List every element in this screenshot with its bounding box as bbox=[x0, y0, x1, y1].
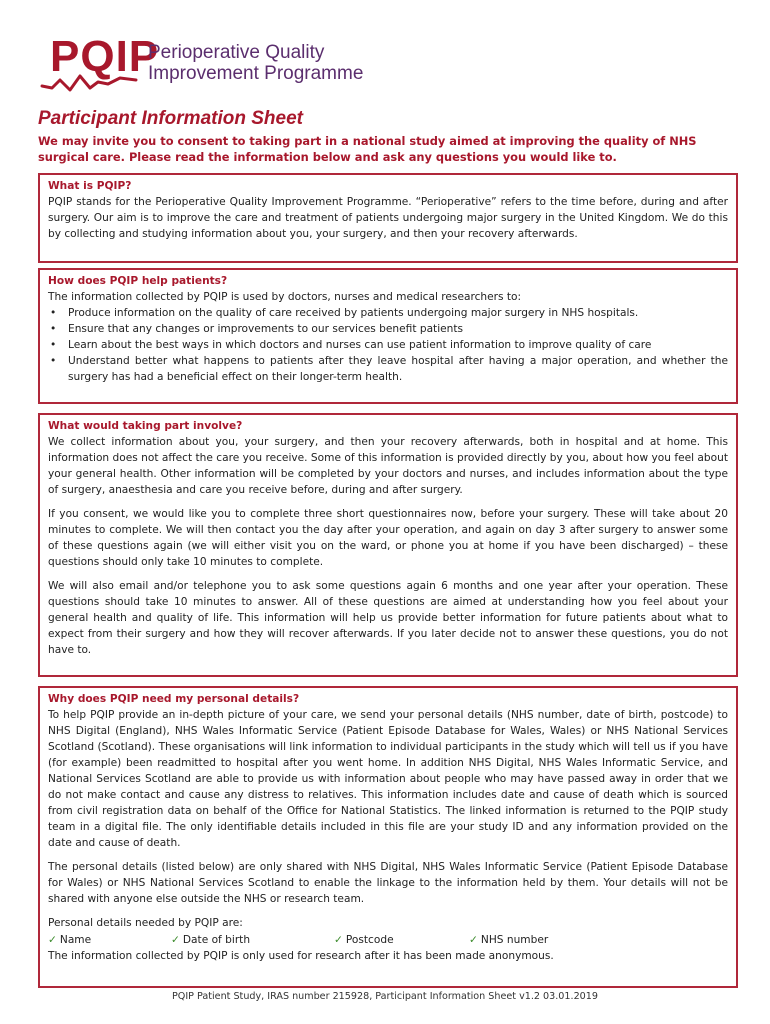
check-icon: ✓ bbox=[334, 934, 343, 946]
detail-item: ✓ Date of birth bbox=[171, 934, 251, 946]
intro-text: We may invite you to consent to taking part in a national study aimed at improving the quality of NHS surgical care. Please read the information below and ask any questions you would like to. bbox=[38, 134, 697, 164]
section-heading: How does PQIP help patients? bbox=[48, 275, 228, 287]
list-item: • Ensure that any changes or improvements to our services benefit patients bbox=[48, 321, 728, 337]
section-taking-part bbox=[38, 413, 738, 677]
closing-text: The information collected by PQIP is only used for research after it has been made anonymous. bbox=[48, 950, 554, 962]
check-icon: ✓ bbox=[469, 934, 478, 946]
section-what-is-pqip bbox=[38, 173, 738, 263]
list-item: • Produce information on the quality of care received by patients undergoing major surgery in NHS hospitals. bbox=[48, 305, 728, 321]
section-heading: What would taking part involve? bbox=[48, 420, 243, 432]
paragraph: We collect information about you, your surgery, and then your recovery afterwards, both in hospital and at home. This information does not affect the care you receive. Some of this information is provided directly by you, about how you feel about your general health. Other information will be completed by your doctors and nurses, and includes information about the type of surgery, anaesthesia and care you receive before, during and after surgery. bbox=[48, 436, 728, 496]
check-icon: ✓ bbox=[48, 934, 57, 946]
check-icon: ✓ bbox=[171, 934, 180, 946]
detail-item: ✓ Name bbox=[48, 934, 92, 946]
logo-wave-icon bbox=[40, 70, 140, 92]
paragraph: We will also email and/or telephone you to ask some questions again 6 months and one year after your operation. These questions should take 10 minutes to answer. All of these questions are aimed at understanding how you feel about your general health and quality of life. This information will help us provide better information for future patients about what to expect from their surgery and how they will recover afterwards. If you later decide not to answer these questions, you do not have to. bbox=[48, 580, 728, 656]
section-how-pqip-helps bbox=[38, 268, 738, 404]
pqip-logo: PQIP bbox=[50, 32, 160, 81]
page-title: Participant Information Sheet bbox=[38, 108, 303, 129]
paragraph: To help PQIP provide an in-depth picture of your care, we send your personal details (NHS number, date of birth, postcode) to NHS Digital (England), NHS Wales Informatic Service (Patient Episode Database for Wales, Wales) or NHS National Services Scotland (Scotland). These organisations will link information to individual participants in the study which will tell us if you have (for example) been readmitted to hospital after you went home. In addition NHS Digital, NHS Wales Informatic Service, and National Services Scotland are able to provide us with information about people who may have passed away in order that we do not make contact and cause any distress to relatives. This information includes date and cause of death which is sourced from civil registration data on behalf of the Office for National Statistics. The linked information is returned to the PQIP study team in a digital file. The only identifiable details included in this file are your study ID and any information provided on the date and cause of death. bbox=[48, 709, 728, 849]
section-lead: The information collected by PQIP is used by doctors, nurses and medical researchers to: bbox=[48, 291, 522, 303]
programme-name: Perioperative Quality Improvement Programme bbox=[148, 42, 364, 84]
paragraph: The personal details (listed below) are only shared with NHS Digital, NHS Wales Informatic Service (Patient Episode Database for Wales) or NHS National Services Scotland to enable the linkage to the information held by them. Your details will not be shared with anyone else outside the NHS or research team. bbox=[48, 861, 728, 905]
list-item: • Understand better what happens to patients after they leave hospital after having a major operation, and whether the surgery has had a beneficial effect on their longer-term health. bbox=[48, 353, 728, 385]
header bbox=[40, 26, 460, 96]
section-heading: Why does PQIP need my personal details? bbox=[48, 693, 300, 705]
detail-item: ✓ NHS number bbox=[469, 934, 549, 946]
section-text: PQIP stands for the Perioperative Quality Improvement Programme. “Perioperative” refers to the time before, during and after surgery. Our aim is to improve the care and treatment of patients undergoing major surgery in the United Kingdom. We do this by collecting and studying information about you, your surgery, and then your recovery afterwards. bbox=[48, 196, 728, 240]
details-needed-label: Personal details needed by PQIP are: bbox=[48, 917, 243, 929]
list-item: • Learn about the best ways in which doctors and nurses can use patient information to improve quality of care bbox=[48, 337, 728, 353]
detail-item: ✓ Postcode bbox=[334, 934, 394, 946]
benefit-list bbox=[48, 305, 728, 385]
paragraph: If you consent, we would like you to complete three short questionnaires now, before your surgery. These will take about 20 minutes to complete. We will then contact you the day after your operation, and again on day 3 after surgery to answer some of these questions again (we will either visit you on the ward, or phone you at home if you have been discharged) – these questions should only take 10 minutes to complete. bbox=[48, 508, 728, 568]
footer: PQIP Patient Study, IRAS number 215928, Participant Information Sheet v1.2 03.01.2019 bbox=[172, 991, 598, 1002]
section-personal-details bbox=[38, 686, 738, 988]
section-heading: What is PQIP? bbox=[48, 180, 132, 192]
details-checklist bbox=[48, 932, 728, 948]
